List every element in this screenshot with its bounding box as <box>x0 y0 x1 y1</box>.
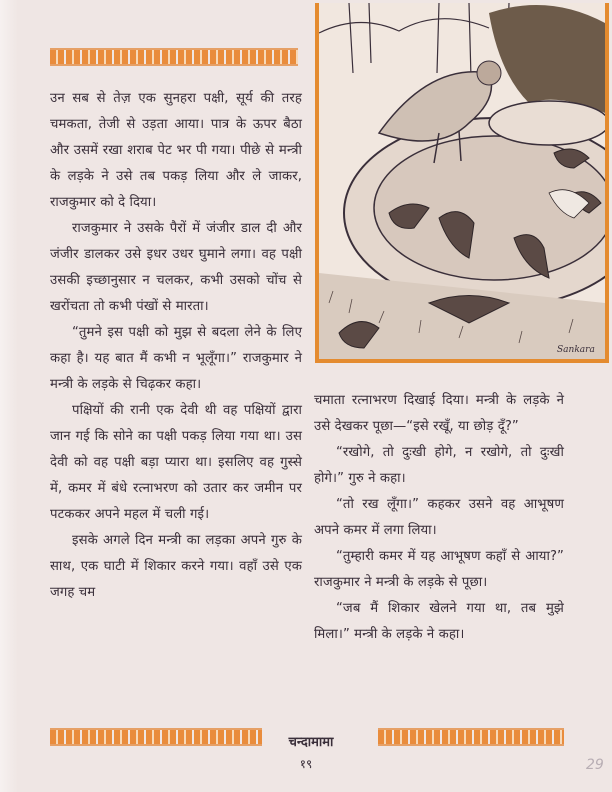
page-number: १९ <box>299 757 313 771</box>
artist-signature: Sankara <box>557 345 595 355</box>
magazine-title: चन्दामामा <box>288 735 334 750</box>
left-text-column <box>50 86 302 606</box>
corner-mark: 29 <box>586 757 604 773</box>
paragraph: “तुम्हारी कमर में यह आभूषण कहाँ से आया?” राजकुमार ने मन्त्री के लड़के से पूछा। <box>314 549 564 590</box>
bottom-left-decorative-border <box>50 728 262 746</box>
paragraph: “रखोगे, तो दुःखी होगे, न रखोगे, तो दुःखी होगे।” गुरु ने कहा। <box>314 445 564 486</box>
right-text-column <box>314 388 564 648</box>
bottom-right-decorative-border <box>378 728 564 746</box>
top-decorative-border <box>50 48 298 66</box>
paragraph: “तो रख लूँगा।” कहकर उसने वह आभूषण अपने कमर में लगा लिया। <box>314 497 564 538</box>
paragraph: “जब मैं शिकार खेलने गया था, तब मुझे मिला।” मन्त्री के लड़के ने कहा। <box>314 601 564 642</box>
paragraph: इसके अगले दिन मन्त्री का लड़का अपने गुरु के साथ, एक घाटी में शिकार करने गया। वहाँ उसे एक जगह चम <box>50 533 302 600</box>
birds-at-fountain-drawing <box>319 3 605 359</box>
paragraph: राजकुमार ने उसके पैरों में जंजीर डाल दी और जंजीर डालकर उसे इधर उधर घुमाने लगा। वह पक्षी उसकी इच्छानुसार न चलकर, कभी उसको चोंच से खरोंचता तो कभी पंखों से मारता। <box>50 221 302 314</box>
paragraph: उन सब से तेज़ एक सुनहरा पक्षी, सूर्य की तरह चमकता, तेजी से उड़ता आया। पात्र के ऊपर बैठा और उसमें रखा शराब पेट भर पी गया। पीछे से मन्त्री के लड़के ने उसे तब पकड़ लिया और ले जाकर, राजकुमार को दे दिया। <box>50 91 302 210</box>
paragraph: चमाता रत्नाभरण दिखाई दिया। मन्त्री के लड़के ने उसे देखकर पूछा—“इसे रखूँ, या छोड़ दूँ?” <box>314 393 564 434</box>
paragraph: “तुमने इस पक्षी को मुझ से बदला लेने के लिए कहा है। यह बात मैं कभी न भूलूँगा।” राजकुमार ने मन्त्री के लड़के से चिढ़कर कहा। <box>50 325 302 392</box>
story-illustration <box>315 3 609 363</box>
paragraph: पक्षियों की रानी एक देवी थी वह पक्षियों द्वारा जान गई कि सोने का पक्षी पकड़ लिया गया था। उस देवी को वह पक्षी बड़ा प्यारा था। इसलिए वह गुस्से में, कमर में बंधे रत्नाभरण को उतार कर जमीन पर पटककर अपने महल में चली गई। <box>50 403 302 522</box>
page-edge <box>0 0 18 792</box>
